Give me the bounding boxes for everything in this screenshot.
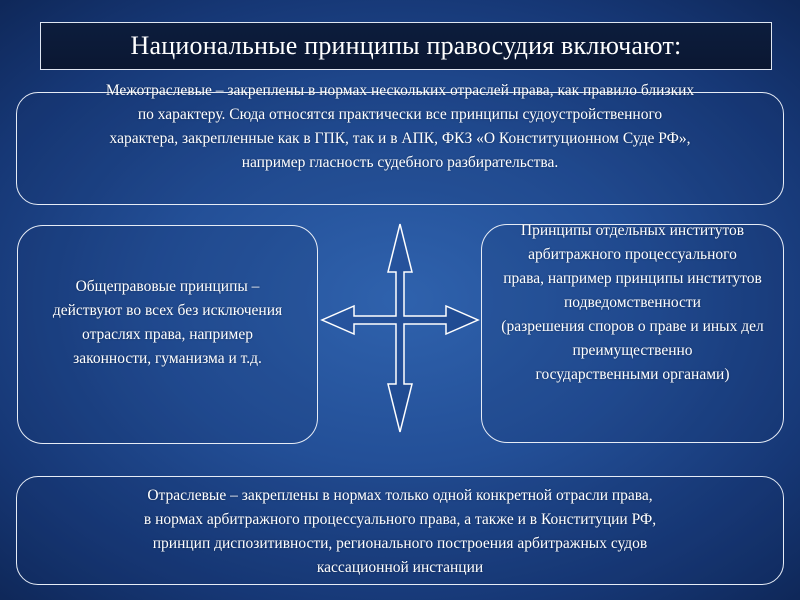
text-line: арбитражного процессуального bbox=[528, 246, 737, 263]
text-line: по характеру. Сюда относятся практически все принципы судоустройственного bbox=[137, 106, 663, 123]
general-legal-principles-text bbox=[24, 275, 311, 371]
four-way-arrow-icon bbox=[320, 222, 480, 434]
text-line: действуют во всех без исключения bbox=[52, 302, 283, 319]
text-line: кассационной инстанции bbox=[316, 559, 484, 576]
text-line: отраслях права, например bbox=[82, 326, 253, 343]
text-line: (разрешения споров о праве и иных дел преимущественно bbox=[501, 318, 764, 359]
branch-principles-text bbox=[40, 484, 760, 580]
four-way-arrow-shape bbox=[322, 224, 478, 432]
text-line: характера, закрепленные как в ГПК, так и в АПК, ФКЗ «О Конституционном Суде РФ», bbox=[109, 130, 691, 147]
text-line: Межотраслевые – закреплены в нормах нескольких отраслей права, как правило близких bbox=[105, 82, 695, 99]
text-line: подведомственности bbox=[564, 294, 701, 311]
text-line: в нормах арбитражного процессуального права, а также и в Конституции РФ, bbox=[143, 511, 657, 528]
institution-principles-text bbox=[484, 219, 781, 387]
text-line: например гласность судебного разбирательства. bbox=[241, 154, 559, 171]
text-line: Принципы отдельных институтов bbox=[520, 222, 745, 239]
text-line: государственными органами) bbox=[535, 366, 730, 383]
text-line: права, например принципы институтов bbox=[503, 270, 762, 287]
interbranch-principles-text bbox=[40, 79, 760, 175]
text-line: Отраслевые – закреплены в нормах только одной конкретной отрасли права, bbox=[147, 487, 653, 504]
text-line: Общеправовые принципы – bbox=[75, 278, 260, 295]
text-line: законности, гуманизма и т.д. bbox=[73, 350, 262, 367]
text-line: принцип диспозитивности, регионального построения арбитражных судов bbox=[152, 535, 648, 552]
slide-title: Национальные принципы правосудия включают: bbox=[130, 31, 682, 60]
title-box bbox=[40, 22, 772, 70]
